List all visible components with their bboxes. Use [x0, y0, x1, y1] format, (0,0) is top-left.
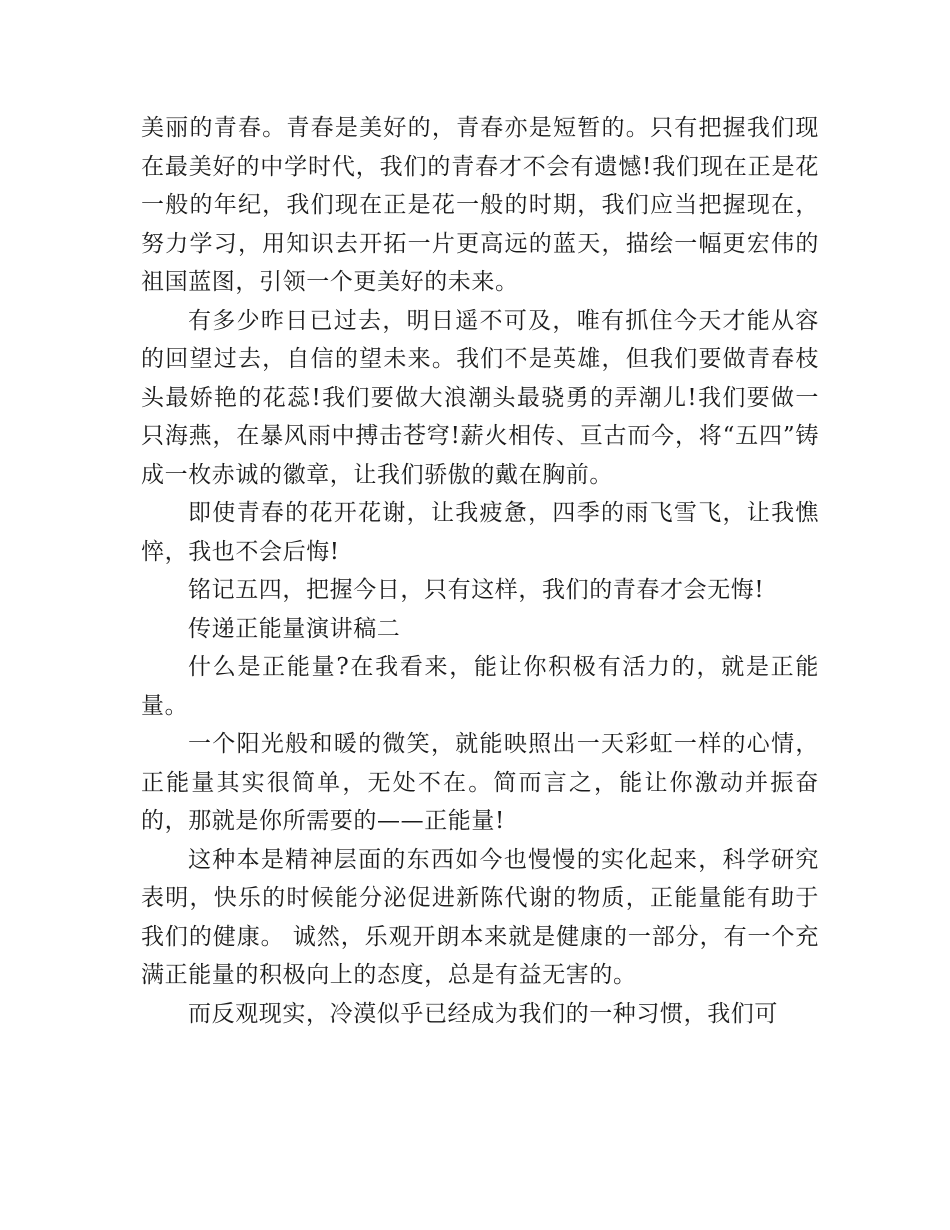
paragraph-3: 即使青春的花开花谢，让我疲惫，四季的雨飞雪飞，让我憔悴，我也不会后悔!: [141, 500, 819, 565]
paragraph-7: 这种本是精神层面的东西如今也慢慢的实化起来，科学研究表明，快乐的时候能分泌促进新陈代谢的物质，正能量能有助于我们的健康。 诚然，乐观开朗本来就是健康的一部分，有一个充满正能量的积极向上的态度，总是有益无害的。: [141, 846, 819, 988]
paragraph-1: 美丽的青春。青春是美好的，青春亦是短暂的。只有把握我们现在最美好的中学时代，我们的青春才不会有遗憾!我们现在正是花一般的年纪，我们现在正是花一般的时期，我们应当把握现在，努力学习，用知识去开拓一片更高远的蓝天，描绘一幅更宏伟的祖国蓝图，引领一个更美好的未来。: [141, 115, 819, 295]
document-body: [141, 109, 819, 1033]
paragraph-2: 有多少昨日已过去，明日遥不可及，唯有抓住今天才能从容的回望过去，自信的望未来。我们不是英雄，但我们要做青春枝头最娇艳的花蕊!我们要做大浪潮头最骁勇的弄潮儿!我们要做一只海燕，在暴风雨中搏击苍穹!薪火相传、亘古而今，将“五四”铸成一枚赤诚的徽章，让我们骄傲的戴在胸前。: [141, 307, 819, 488]
paragraph-4: 铭记五四，把握今日，只有这样，我们的青春才会无悔!: [188, 577, 765, 603]
paragraph-6: 一个阳光般和暖的微笑，就能映照出一天彩虹一样的心情，正能量其实很简单，无处不在。简而言之，能让你激动并振奋的，那就是你所需要的——正能量!: [141, 731, 819, 834]
section-heading: 传递正能量演讲稿二: [188, 615, 401, 642]
paragraph-5: 什么是正能量?在我看来，能让你积极有活力的，就是正能量。: [141, 654, 819, 719]
paragraph-8: 而反观现实，冷漠似乎已经成为我们的一种习惯，我们可: [188, 1000, 778, 1027]
